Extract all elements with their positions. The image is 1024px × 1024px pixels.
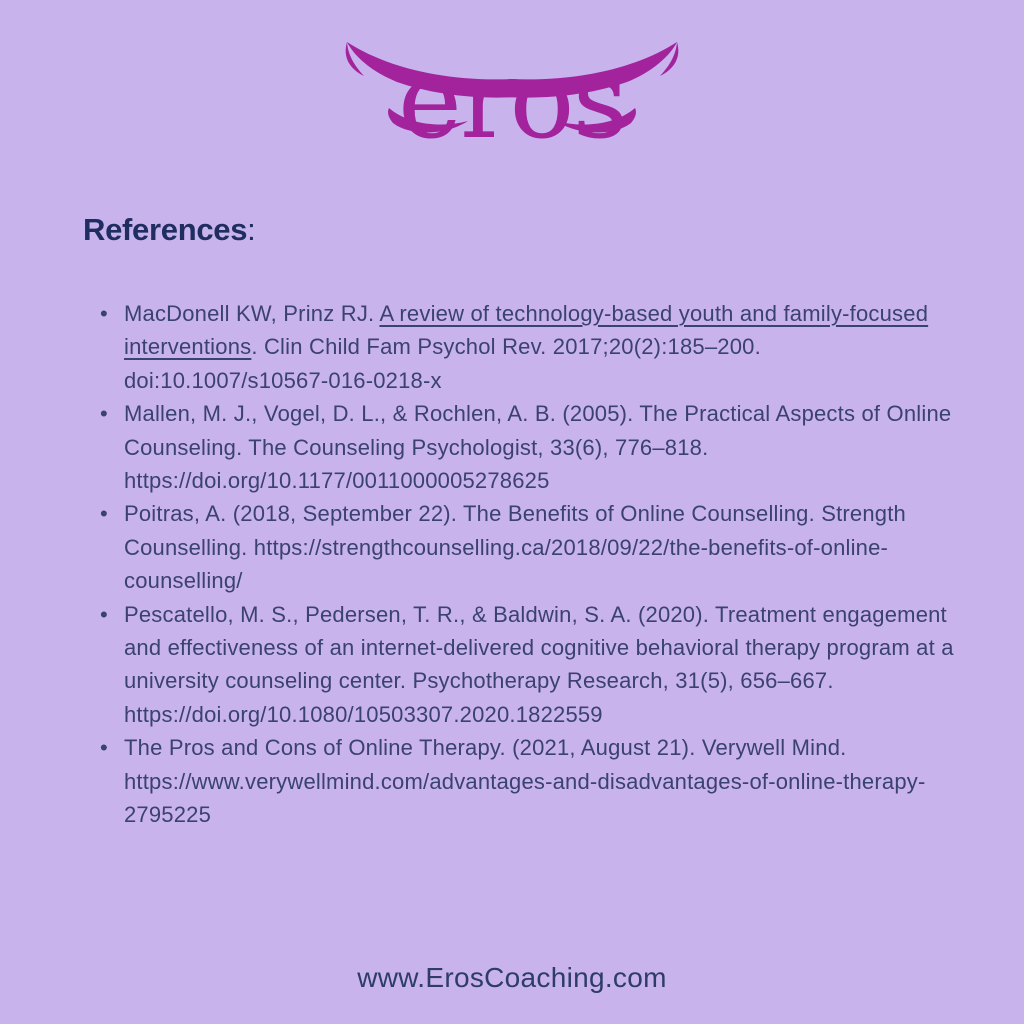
logo-wordmark: eros bbox=[398, 38, 626, 163]
reference-item: • Mallen, M. J., Vogel, D. L., & Rochlen, A. B. (2005). The Practical Aspects of Online Counseling. The Counseling Psychologist, 33(6), 776–818. https://doi.org/10.1177/0011000005278625 bbox=[98, 397, 970, 497]
page-title-colon: : bbox=[247, 212, 256, 247]
reference-item: • Poitras, A. (2018, September 22). The Benefits of Online Counselling. Strength Counselling. https://strengthcounselling.ca/2018/09/22/the-benefits-of-online-counselling/ bbox=[98, 497, 970, 597]
references-list bbox=[98, 297, 970, 832]
eros-logo bbox=[342, 30, 682, 165]
reference-text: . Clin Child Fam Psychol Rev. 2017;20(2):185–200. doi:10.1007/s10567-016-0218-x bbox=[124, 334, 761, 393]
reference-item: • The Pros and Cons of Online Therapy. (2021, August 21). Verywell Mind. https://www.verywellmind.com/advantages-and-disadvantages-of-online-therapy-2795225 bbox=[98, 731, 970, 831]
reference-text: MacDonell KW, Prinz RJ. bbox=[124, 301, 380, 326]
website-url: www.ErosCoaching.com bbox=[357, 962, 667, 993]
reference-item: • Pescatello, M. S., Pedersen, T. R., & Baldwin, S. A. (2020). Treatment engagement and effectiveness of an internet-delivered cognitive behavioral therapy program at a university counseling center. Psychotherapy Research, 31(5), 656–667. https://doi.org/10.1080/10503307.2020.1822559 bbox=[98, 598, 970, 732]
reference-item bbox=[98, 297, 970, 397]
reference-underlined-title: A review of technology-based youth and family-focused interventions bbox=[124, 301, 929, 360]
page-title bbox=[83, 212, 255, 248]
page-title-label: References bbox=[83, 212, 248, 247]
